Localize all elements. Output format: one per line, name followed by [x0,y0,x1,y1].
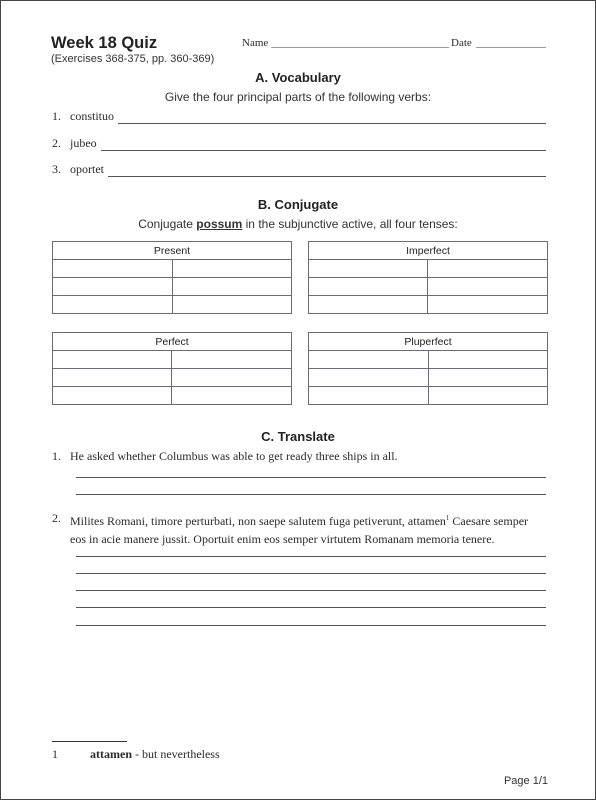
table-cell[interactable] [172,296,292,314]
table-cell[interactable] [428,387,548,405]
table-cell[interactable] [172,351,292,369]
footnote-definition: - but nevertheless [132,747,220,761]
instruction-text: in the subjunctive active, all four tenses: [245,217,458,231]
table-cell[interactable] [428,351,548,369]
footnote [52,747,220,762]
footnote-number: 1 [52,747,58,761]
table-cell[interactable] [53,296,173,314]
table-cell[interactable] [428,369,548,387]
conjugate-heading: B. Conjugate [257,197,339,212]
imperfect-table [308,241,548,314]
table-cell[interactable] [428,278,548,296]
table-cell[interactable] [309,260,428,278]
table-cell[interactable] [53,351,172,369]
table-cell[interactable] [53,278,173,296]
footnote-term: attamen [90,747,132,761]
table-cell[interactable] [172,387,292,405]
footnote-ref: 1 [445,514,450,522]
answer-line[interactable] [76,556,546,557]
vocab-item-word: constituo [70,109,114,123]
name-label: Name [242,37,269,49]
latin-text: Caesare semper eos in acie manere jussit. Oportuit enim eos semper virtutem Romanam memoria tenere. [70,514,529,546]
table-cell[interactable] [53,260,173,278]
answer-line[interactable] [108,167,546,177]
table-cell[interactable] [172,278,292,296]
translate-item-number: 2. [52,511,61,525]
vocabulary-instruction: Give the four principal parts of the following verbs: [164,90,432,104]
vocab-item [52,109,546,124]
vocab-item-number: 1. [52,109,61,123]
latin-text: Milites Romani, timore perturbati, non saepe salutem fuga petiverunt, attamen [70,514,446,528]
name-field-line[interactable] [271,47,449,48]
answer-line[interactable] [76,477,546,478]
table-cell[interactable] [53,387,172,405]
quiz-title: Week 18 Quiz [51,34,158,52]
table-header: Present [53,242,292,260]
table-cell[interactable] [172,260,292,278]
translate-item [52,447,544,465]
vocab-item-word: oportet [70,162,104,176]
answer-line[interactable] [76,625,546,626]
answer-line[interactable] [76,607,546,608]
date-label: Date [451,37,472,49]
translate-item-text [70,509,544,548]
answer-line[interactable] [76,494,546,495]
table-cell[interactable] [309,278,428,296]
vocab-item [52,162,546,177]
pluperfect-table [308,332,548,405]
date-field-line[interactable] [476,47,546,48]
answer-line[interactable] [76,573,546,574]
vocab-item-number: 2. [52,136,61,150]
table-cell[interactable] [309,296,428,314]
table-header: Perfect [53,333,292,351]
vocab-item-number: 3. [52,162,61,176]
answer-line[interactable] [76,590,546,591]
table-cell[interactable] [309,351,429,369]
table-cell[interactable] [53,369,172,387]
footnote-rule [52,741,127,742]
translate-item-text: He asked whether Columbus was able to get ready three ships in all. [70,449,398,463]
table-header: Imperfect [309,242,548,260]
table-cell[interactable] [309,387,429,405]
quiz-subtitle: (Exercises 368-375, pp. 360-369) [51,53,215,65]
table-cell[interactable] [428,260,548,278]
page-number: Page 1/1 [503,775,548,787]
answer-line[interactable] [118,114,546,124]
conjugate-instruction [0,217,596,231]
table-cell[interactable] [428,296,548,314]
perfect-table [52,332,292,405]
vocabulary-heading: A. Vocabulary [255,70,341,85]
answer-line[interactable] [101,141,546,151]
table-cell[interactable] [309,369,429,387]
translate-item-number: 1. [52,449,61,463]
translate-heading: C. Translate [261,429,335,444]
table-cell[interactable] [172,369,292,387]
vocab-item [52,136,546,151]
instruction-verb: possum [196,217,243,231]
table-header: Pluperfect [309,333,548,351]
translate-item [52,509,544,548]
present-table [52,241,292,314]
vocab-item-word: jubeo [70,136,97,150]
instruction-text: Conjugate [138,217,193,231]
